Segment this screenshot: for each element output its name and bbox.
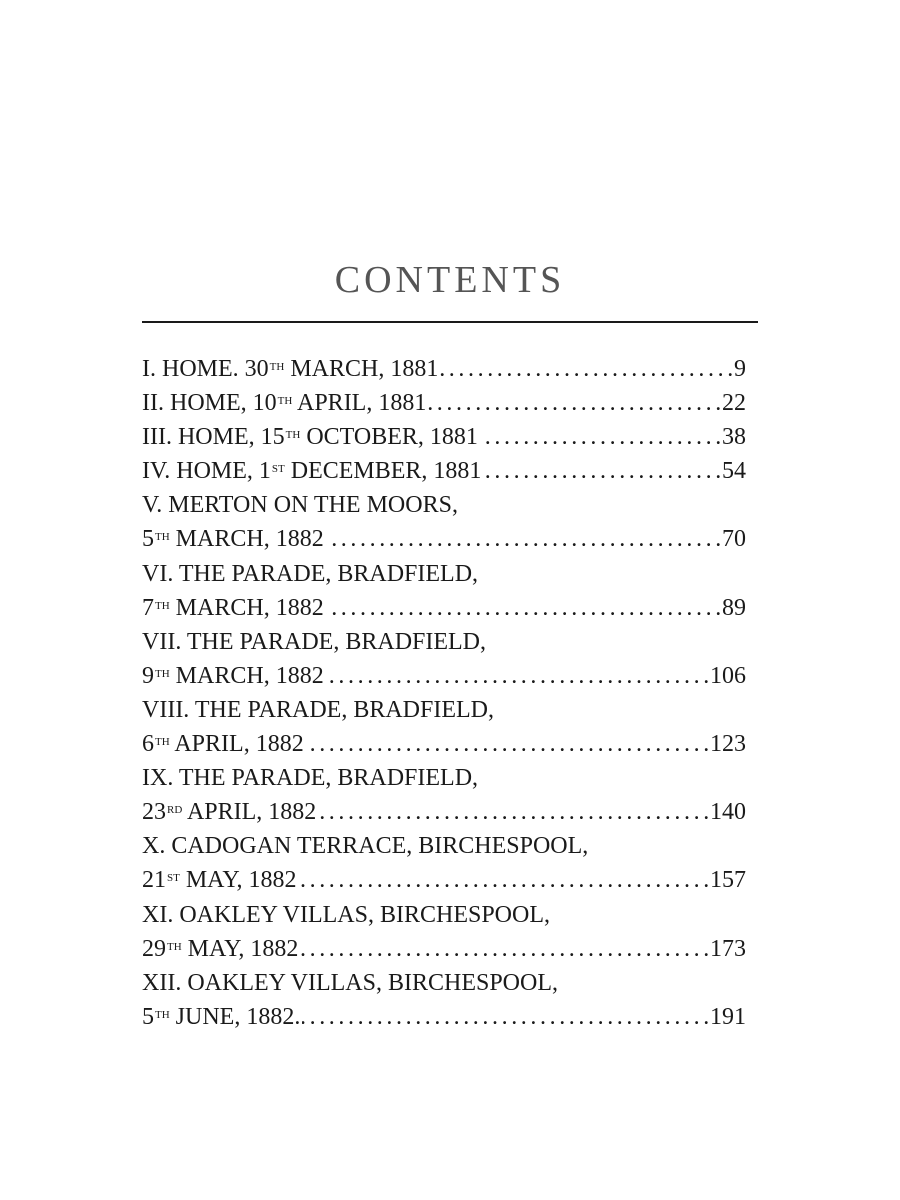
- dot-leader: [302, 1000, 708, 1034]
- toc-entry[interactable]: [142, 966, 746, 1034]
- dot-leader: [326, 659, 708, 693]
- toc-entry[interactable]: [142, 829, 746, 897]
- entry-heading: IX. THE PARADE, BRADFIELD,: [142, 765, 479, 792]
- entry-heading: VIII. THE PARADE, BRADFIELD,: [142, 696, 495, 723]
- toc-entry[interactable]: [142, 386, 746, 420]
- entry-date: I. HOME. 30TH MARCH, 1881: [142, 356, 439, 382]
- dot-leader: [300, 932, 708, 966]
- ordinal-suffix: TH: [167, 940, 182, 953]
- entry-date: 21ST MAY, 1882: [142, 867, 297, 894]
- entry-date: 6TH APRIL, 1882: [142, 731, 304, 758]
- ordinal-suffix: TH: [277, 395, 293, 408]
- entry-date: 9TH MARCH, 1882: [142, 662, 324, 689]
- toc-entry[interactable]: [142, 454, 746, 488]
- page-number: 9: [734, 356, 746, 382]
- ordinal-suffix: TH: [155, 1008, 170, 1021]
- page-number: 22: [722, 390, 746, 417]
- entry-date: III. HOME, 15TH OCTOBER, 1881: [142, 424, 478, 451]
- page-number: 173: [710, 935, 746, 962]
- page-title: CONTENTS: [334, 259, 566, 301]
- entry-heading: VII. THE PARADE, BRADFIELD,: [142, 628, 487, 655]
- ordinal-suffix: ST: [167, 872, 180, 885]
- dot-leader: [326, 522, 720, 556]
- ordinal-suffix: ST: [271, 463, 285, 476]
- entry-heading: VI. THE PARADE, BRADFIELD,: [142, 560, 479, 587]
- ordinal-suffix: TH: [155, 531, 170, 544]
- dot-leader: [428, 386, 720, 420]
- ordinal-suffix: TH: [155, 599, 170, 612]
- dot-leader: [480, 420, 720, 454]
- entry-heading: XI. OAKLEY VILLAS, BIRCHESPOOL,: [142, 901, 550, 928]
- page-number: 140: [710, 799, 746, 826]
- entry-date: II. HOME, 10TH APRIL, 1881: [142, 390, 427, 417]
- toc-entry[interactable]: [142, 625, 746, 693]
- page-number: 106: [710, 662, 746, 689]
- entry-heading: XII. OAKLEY VILLAS, BIRCHESPOOL,: [142, 969, 558, 996]
- page-number: 70: [722, 526, 746, 553]
- ordinal-suffix: TH: [155, 736, 170, 749]
- page-number: 38: [722, 424, 746, 451]
- page-number: 89: [722, 594, 746, 621]
- toc-entry[interactable]: [142, 352, 746, 386]
- toc-entry[interactable]: [142, 898, 746, 966]
- page-number: 123: [710, 731, 746, 758]
- toc-entry[interactable]: [142, 693, 746, 761]
- title-rule: [142, 321, 758, 323]
- entry-heading: X. CADOGAN TERRACE, BIRCHESPOOL,: [142, 833, 589, 860]
- ordinal-suffix: TH: [155, 667, 170, 680]
- toc-entry[interactable]: [142, 557, 746, 625]
- entry-date: 5TH MARCH, 1882: [142, 526, 324, 553]
- dot-leader: [483, 454, 720, 488]
- page-number: 54: [722, 458, 746, 485]
- dot-leader: [306, 727, 708, 761]
- entry-date: 7TH MARCH, 1882: [142, 594, 324, 621]
- dot-leader: [440, 352, 732, 386]
- entry-date: 29TH MAY, 1882: [142, 935, 299, 962]
- dot-leader: [299, 863, 708, 897]
- ordinal-suffix: TH: [285, 429, 301, 442]
- toc-entry[interactable]: [142, 420, 746, 454]
- toc-entry[interactable]: [142, 761, 746, 829]
- page-number: 157: [710, 867, 746, 894]
- dot-leader: [326, 591, 720, 625]
- entry-heading: V. MERTON ON THE MOORS,: [142, 492, 458, 519]
- entry-date: 23RD APRIL, 1882: [142, 799, 317, 826]
- page-number: 191: [710, 1003, 746, 1030]
- entry-date: 5TH JUNE, 1882.: [142, 1003, 301, 1030]
- ordinal-suffix: TH: [269, 361, 285, 373]
- ordinal-suffix: RD: [167, 804, 183, 817]
- entry-date: IV. HOME, 1ST DECEMBER, 1881: [142, 458, 482, 485]
- dot-leader: [318, 795, 708, 829]
- toc-entry[interactable]: [142, 488, 746, 556]
- table-of-contents: [142, 352, 746, 1034]
